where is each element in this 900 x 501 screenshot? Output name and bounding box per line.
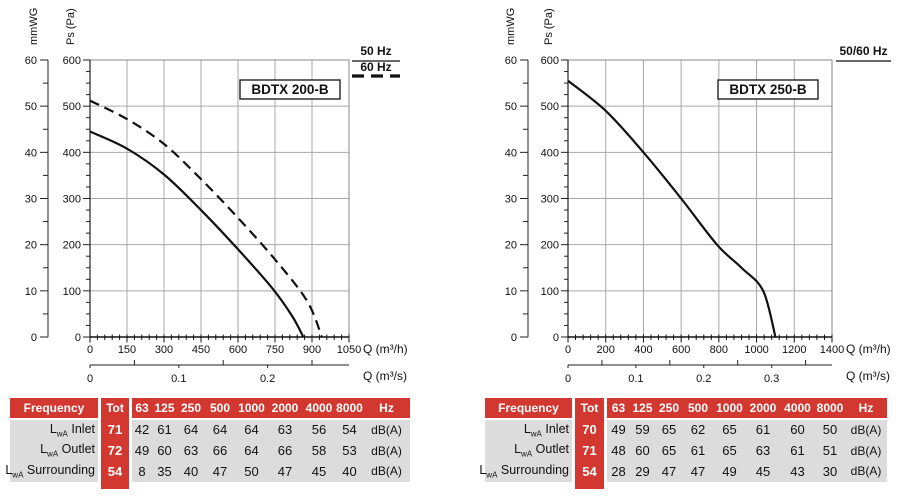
row-label-text: $L_{wA}$ Inlet — [523, 421, 569, 439]
band-value-cell: 47 — [277, 463, 293, 479]
band-value-cell: 64 — [244, 443, 259, 459]
band-header-row — [132, 398, 410, 418]
pressure-tick-label: 600 — [540, 55, 559, 67]
row-label-outlet — [485, 440, 572, 461]
flow-axis-title-m3h: Q (m³/h) — [363, 342, 408, 356]
row-label-inlet — [485, 420, 572, 441]
pressure-tick-label: 0 — [552, 332, 559, 344]
band-header-cell: 63 — [135, 401, 149, 415]
band-header-cell: 8000 — [336, 401, 363, 415]
pressure-tick-label: 500 — [540, 101, 559, 114]
band-value-cell: 63 — [277, 422, 293, 438]
band-value-cell: 60 — [157, 443, 172, 459]
band-value-cell: 40 — [183, 463, 199, 479]
model-title: BDTX 250-B — [729, 82, 807, 97]
flow-s-tick-label: 0.3 — [764, 373, 780, 385]
band-value-cell: 63 — [183, 443, 199, 459]
pressure-tick-label: 600 — [62, 55, 81, 67]
band-value-cell: 49 — [611, 422, 626, 438]
band-value-cell: 65 — [661, 422, 677, 438]
tot-value-cell: 54 — [582, 463, 597, 479]
mmwg-axis-title: mmWG — [505, 7, 517, 45]
unit-cell: dB(A) — [850, 443, 882, 458]
band-header-cell: 250 — [658, 401, 680, 415]
mmwg-tick-label: 60 — [504, 55, 517, 67]
legend-item-50-hz — [352, 44, 400, 61]
flow-s-tick-label: 0.1 — [628, 373, 644, 385]
tot-header-cell: Tot — [106, 401, 124, 415]
band-header-cell: Hz — [379, 401, 394, 415]
band-value-row — [607, 461, 887, 482]
band-value-cell: 54 — [342, 422, 357, 438]
tot-value-cell: 71 — [582, 443, 597, 459]
band-value-cell: 58 — [311, 443, 327, 459]
row-label-surrounding — [5, 461, 98, 482]
flow-s-tick-label: 0.2 — [259, 373, 276, 385]
band-header-row — [607, 398, 887, 418]
band-value-cell: 49 — [722, 463, 737, 479]
band-value-cell: 60 — [790, 422, 805, 438]
model-title: BDTX 200-B — [251, 82, 329, 97]
band-value-cell: 47 — [690, 463, 706, 479]
band-value-cell: 61 — [690, 443, 706, 459]
flow-tick-label: 1400 — [819, 344, 845, 356]
band-header-cell: Hz — [858, 401, 874, 415]
band-value-cell: 65 — [722, 422, 737, 438]
mmwg-tick-label: 40 — [504, 147, 517, 160]
band-value-cell: 64 — [183, 422, 199, 438]
flow-tick-label: 1200 — [782, 344, 807, 356]
fan-curve-chart-bdtx-250 — [450, 0, 900, 392]
row-label-text: $L_{wA}$ Outlet — [40, 442, 95, 459]
band-value-cell: 66 — [212, 443, 228, 459]
flow-tick-label: 0 — [564, 344, 572, 356]
pressure-tick-label: 200 — [62, 239, 81, 252]
row-label-text: $L_{wA}$ Surrounding — [5, 462, 95, 480]
flow-s-tick-label: 0 — [564, 373, 572, 385]
band-value-cell: 43 — [790, 463, 805, 479]
band-value-cell: 47 — [661, 463, 677, 479]
band-header-cell: 8000 — [816, 401, 844, 415]
flow-tick-label: 150 — [117, 344, 137, 356]
band-header-cell: 2000 — [271, 401, 299, 415]
band-value-row — [132, 461, 410, 482]
band-value-rows — [607, 420, 887, 482]
mmwg-tick-label: 30 — [504, 193, 517, 206]
mmwg-axis — [520, 60, 528, 337]
fan-panel-bdtx-250 — [450, 0, 900, 501]
flow-tick-label: 750 — [265, 344, 285, 356]
band-header-cell: 4000 — [305, 401, 333, 415]
flow-tick-label: 800 — [709, 344, 729, 356]
unit-cell: dB(A) — [850, 422, 882, 437]
tot-value-cell: 72 — [107, 443, 123, 459]
row-label-text: $L_{wA}$ Inlet — [49, 421, 95, 439]
pressure-tick-label: 100 — [62, 285, 81, 298]
band-value-cell: 61 — [790, 443, 805, 459]
flow-tick-label: 400 — [634, 344, 653, 356]
sound-power-table-bdtx-200 — [5, 398, 410, 490]
band-value-cell: 50 — [244, 463, 259, 479]
flow-s-tick-label: 0.2 — [696, 373, 712, 385]
pressure-axis — [83, 60, 90, 337]
band-value-row — [607, 420, 887, 441]
band-header-cell: 2000 — [749, 401, 777, 415]
mmwg-tick-label: 0 — [510, 332, 517, 344]
band-value-cell: 42 — [134, 422, 150, 438]
tot-column — [575, 398, 604, 489]
band-value-row — [607, 440, 887, 461]
band-header-cell: 250 — [180, 401, 202, 415]
band-value-cell: 56 — [311, 422, 327, 438]
band-value-cell: 45 — [311, 463, 327, 479]
band-value-cell: 50 — [822, 422, 838, 438]
pressure-tick-label: 300 — [540, 193, 559, 206]
row-label-text: $L_{wA}$ Surrounding — [479, 462, 569, 480]
band-value-cell: 64 — [212, 422, 228, 438]
row-label-column — [5, 420, 98, 482]
band-header-cell: 1000 — [716, 401, 743, 415]
band-header-cell: 4000 — [784, 401, 811, 415]
tot-column — [101, 398, 129, 489]
band-value-rows — [132, 420, 410, 482]
pressure-axis-title: Ps (Pa) — [65, 8, 77, 45]
pressure-tick-label: 300 — [62, 193, 81, 206]
tot-value-cell: 54 — [107, 463, 123, 479]
band-value-cell: 47 — [212, 463, 228, 479]
flow-axis-m3s — [90, 360, 349, 368]
band-value-cell: 35 — [157, 463, 172, 479]
mmwg-tick-label: 40 — [24, 147, 37, 160]
band-value-cell: 61 — [755, 422, 771, 438]
row-label-column — [479, 420, 572, 482]
unit-cell: dB(A) — [371, 464, 402, 479]
band-value-cell: 29 — [635, 463, 650, 479]
flow-tick-label: 200 — [596, 344, 615, 356]
pressure-tick-label: 0 — [74, 332, 81, 344]
legend-item-50-60-hz — [836, 44, 891, 61]
band-header-cell: 500 — [687, 401, 709, 415]
mmwg-tick-label: 50 — [504, 101, 517, 114]
pressure-axis — [561, 60, 568, 337]
grid-lines — [568, 60, 832, 337]
pressure-tick-label: 400 — [540, 147, 559, 160]
flow-tick-label: 300 — [154, 344, 174, 356]
pressure-tick-label: 100 — [540, 285, 559, 298]
frequency-header-cell: Frequency — [10, 398, 98, 418]
flow-axis-title-m3s: Q (m³/s) — [363, 369, 407, 383]
mmwg-tick-label: 10 — [504, 285, 517, 298]
band-header-cell: 63 — [611, 401, 626, 415]
flow-tick-label: 900 — [302, 344, 322, 356]
band-value-cell: 61 — [157, 422, 172, 438]
band-value-cell: 53 — [342, 443, 357, 459]
band-value-cell: 65 — [661, 443, 677, 459]
band-value-row — [132, 440, 410, 461]
band-value-cell: 51 — [822, 443, 838, 459]
frequency-header-cell: Frequency — [485, 398, 572, 418]
legend-label: 50/60 Hz — [839, 44, 888, 58]
mmwg-tick-label: 60 — [24, 55, 37, 67]
band-value-cell: 30 — [822, 463, 838, 479]
band-header-cell: 125 — [632, 401, 653, 415]
flow-axis-m3s — [568, 360, 832, 368]
band-value-cell: 40 — [342, 463, 357, 479]
pressure-tick-label: 200 — [540, 239, 559, 252]
fan-curve-50-60-hz — [568, 81, 775, 337]
flow-tick-label: 1000 — [744, 344, 769, 356]
pressure-tick-label: 500 — [62, 101, 81, 114]
row-label-text: $L_{wA}$ Outlet — [514, 442, 569, 459]
legend-label: 60 Hz — [360, 60, 392, 74]
legend-label: 50 Hz — [360, 44, 392, 58]
flow-axis-m3h — [90, 335, 349, 343]
flow-tick-label: 450 — [191, 344, 211, 356]
band-value-cell: 64 — [244, 422, 259, 438]
tot-value-cell: 70 — [582, 422, 597, 438]
flow-axis-title-m3h: Q (m³/h) — [846, 342, 891, 356]
mmwg-axis — [40, 60, 48, 337]
unit-cell: dB(A) — [371, 422, 402, 437]
flow-tick-label: 600 — [228, 344, 248, 356]
band-value-cell: 45 — [755, 463, 771, 479]
unit-cell: dB(A) — [850, 464, 882, 479]
tot-value-cell: 71 — [107, 422, 123, 438]
flow-tick-label: 0 — [86, 344, 94, 356]
fan-curve-50-hz — [90, 132, 303, 337]
band-header-cell: 1000 — [238, 401, 265, 415]
flow-axis-m3h — [568, 335, 832, 343]
mmwg-tick-label: 30 — [24, 193, 37, 206]
band-header-cell: 500 — [209, 401, 231, 415]
band-value-row — [132, 420, 410, 441]
flow-tick-label: 600 — [671, 344, 691, 356]
band-header-cell: 125 — [154, 401, 175, 415]
band-value-cell: 28 — [611, 463, 626, 479]
mmwg-tick-label: 10 — [24, 285, 37, 298]
fan-curve-60-hz — [90, 101, 322, 337]
band-value-cell: 8 — [138, 463, 146, 479]
band-value-cell: 63 — [755, 443, 771, 459]
band-value-cell: 49 — [134, 443, 150, 459]
flow-tick-label: 1050 — [336, 344, 362, 356]
band-value-cell: 62 — [690, 422, 706, 438]
sound-power-table-bdtx-250 — [479, 398, 887, 490]
band-value-cell: 60 — [635, 443, 650, 459]
tot-header-cell: Tot — [580, 401, 599, 415]
pressure-tick-label: 400 — [62, 147, 81, 160]
mmwg-tick-label: 20 — [504, 239, 517, 252]
mmwg-tick-label: 50 — [24, 101, 37, 114]
mmwg-axis-title: mmWG — [28, 7, 40, 45]
band-value-cell: 59 — [635, 422, 650, 438]
flow-axis-title-m3s: Q (m³/s) — [846, 369, 890, 383]
legend-item-60-hz — [352, 60, 400, 76]
mmwg-tick-label: 20 — [24, 239, 37, 252]
fan-curve-chart-bdtx-200 — [0, 0, 450, 392]
row-label-surrounding — [479, 461, 572, 482]
band-value-cell: 65 — [722, 443, 737, 459]
flow-s-tick-label: 0.1 — [171, 373, 187, 385]
band-value-cell: 66 — [277, 443, 293, 459]
mmwg-tick-label: 0 — [30, 332, 37, 344]
row-label-outlet — [10, 440, 98, 461]
flow-s-tick-label: 0 — [86, 373, 94, 385]
band-value-cell: 48 — [611, 443, 626, 459]
pressure-axis-title: Ps (Pa) — [543, 8, 555, 45]
unit-cell: dB(A) — [371, 443, 402, 458]
row-label-inlet — [10, 420, 98, 441]
